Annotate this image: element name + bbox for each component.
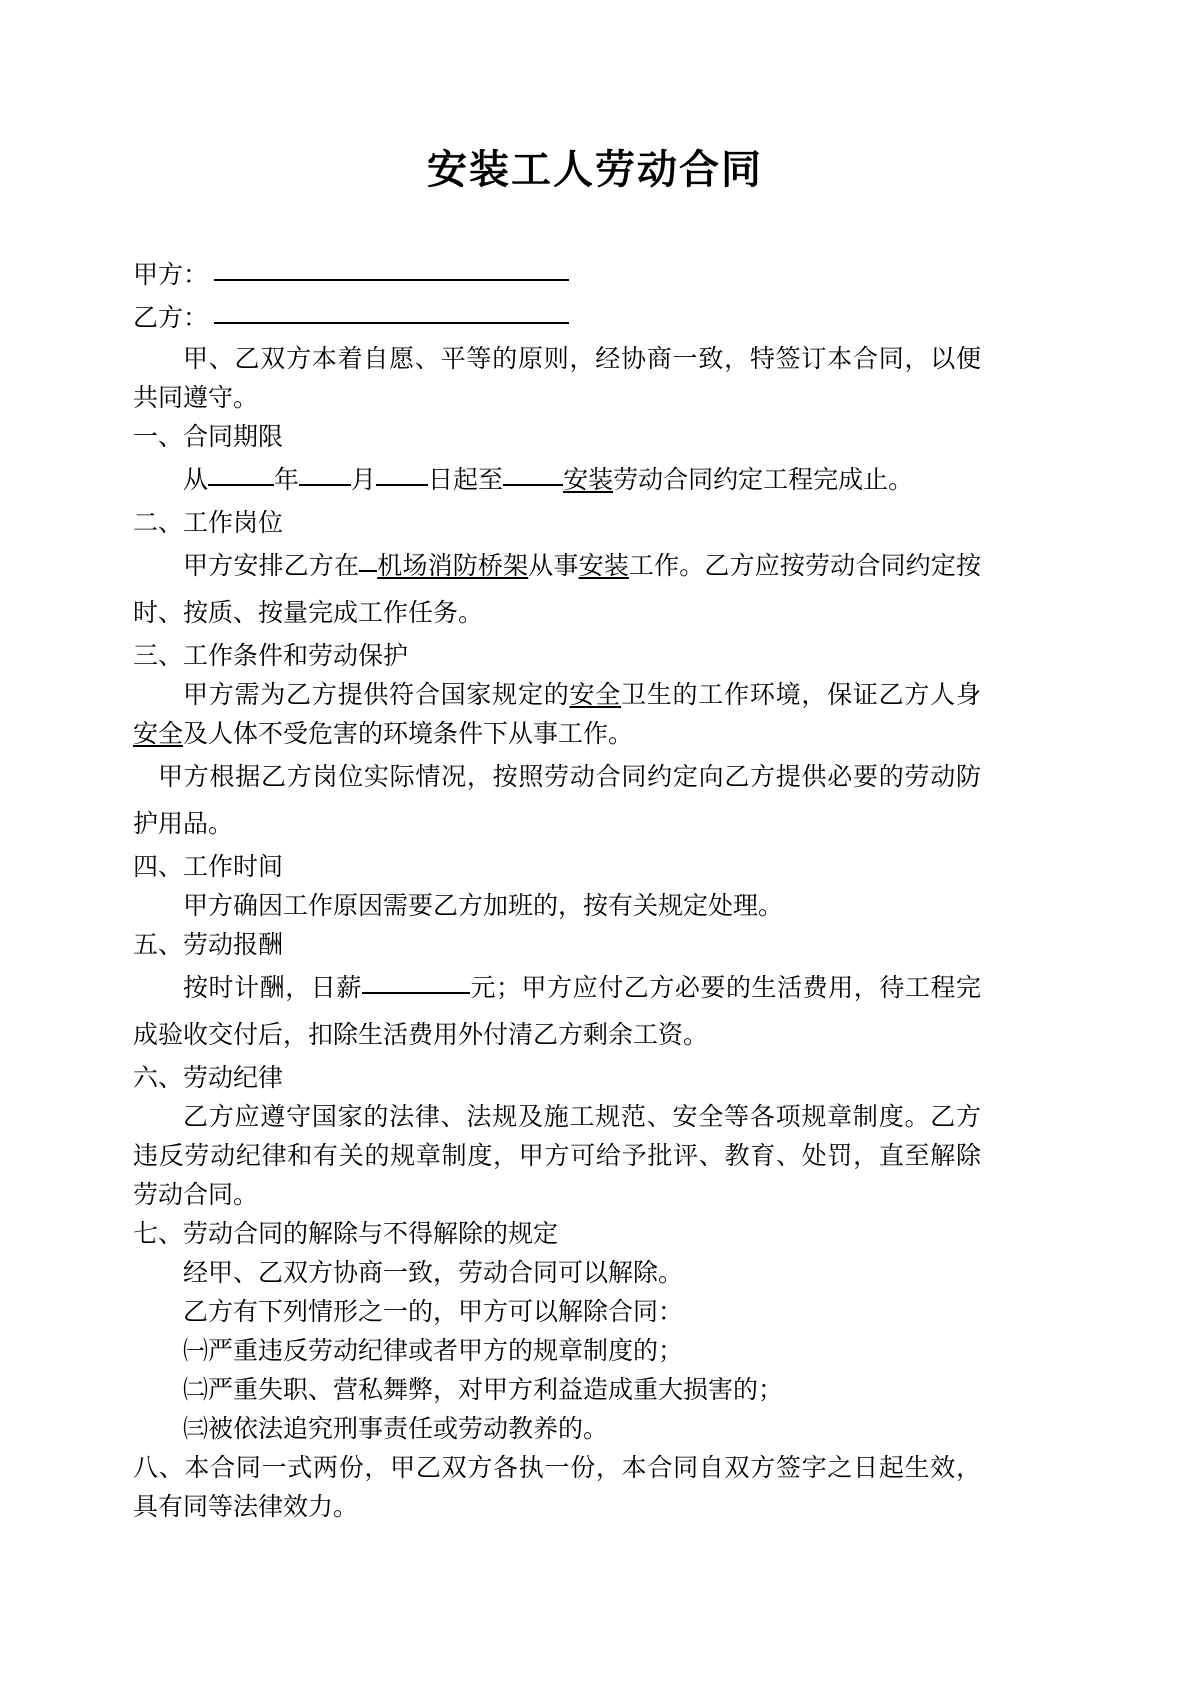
document-body — [133, 253, 981, 1526]
section-8-heading: 八、本合同一式两份，甲乙双方各执一份，本合同自双方签字之日起生效，具有同等法律效力。 — [133, 1453, 981, 1521]
section-4-heading: 四、工作时间 — [133, 852, 284, 881]
section-2-suffix: 工作。乙方应按劳动合同约定按时、按质、按量完成工作任务。 — [133, 551, 981, 627]
section-7-paragraph-2: 乙方有下列情形之一的，甲方可以解除合同： — [183, 1297, 684, 1326]
section-3-underline-1: 安全 — [569, 680, 622, 709]
section-6-heading: 六、劳动纪律 — [133, 1063, 284, 1092]
section-3-underline-2: 安全 — [133, 719, 184, 748]
year-label: 年 — [274, 465, 300, 494]
section-2-prefix: 甲方安排乙方在 — [183, 551, 360, 580]
post-lead-blank[interactable] — [359, 570, 377, 572]
section-4-paragraph-1: 甲方确因工作原因需要乙方加班的，按有关规定处理。 — [183, 891, 784, 920]
section-1-heading: 一、合同期限 — [133, 422, 284, 451]
party-b-label: 乙方： — [133, 303, 209, 332]
party-a-blank[interactable] — [214, 279, 569, 281]
section-5-suffix: 元；甲方应付乙方必要的生活费用，待工程完成验收交付后，扣除生活费用外付清乙方剩余工资。 — [133, 973, 981, 1049]
section-2-filled-work: 安装 — [578, 551, 629, 580]
section-2-heading: 二、工作岗位 — [133, 508, 284, 537]
year-blank[interactable] — [208, 484, 274, 486]
section-5-body — [133, 964, 981, 1058]
month-label: 月 — [351, 465, 377, 494]
section-3-p1-suffix: 及人体不受危害的环境条件下从事工作。 — [183, 719, 634, 748]
section-7-item: ㈡严重失职、营私舞弊，对甲方利益造成重大损害的； — [183, 1375, 784, 1404]
month-blank[interactable] — [299, 484, 351, 486]
party-b-blank[interactable] — [214, 322, 569, 324]
party-a-row — [133, 253, 981, 296]
section-2-middle: 从事 — [528, 551, 579, 580]
section-3-paragraph-2: 甲方根据乙方岗位实际情况，按照劳动合同约定向乙方提供必要的劳动防护用品。 — [133, 762, 981, 838]
section-1-suffix: 劳动合同约定工程完成止。 — [613, 465, 914, 494]
daily-wage-blank[interactable] — [362, 992, 470, 994]
section-7-item: ㈠严重违反劳动纪律或者甲方的规章制度的； — [183, 1336, 684, 1365]
section-3-p1-prefix: 甲方需为乙方提供符合国家规定的 — [183, 680, 570, 709]
term-start-blank[interactable] — [503, 484, 563, 486]
party-b-row — [133, 296, 981, 339]
section-1-body — [133, 456, 981, 503]
section-7-paragraph-1: 经甲、乙双方协商一致，劳动合同可以解除。 — [183, 1258, 684, 1287]
section-3-p1-middle: 卫生的工作环境，保证乙方人身 — [621, 680, 981, 709]
day-blank[interactable] — [376, 484, 428, 486]
section-3-paragraph-1 — [133, 675, 981, 753]
preamble-paragraph: 甲、乙双方本着自愿、平等的原则，经协商一致，特签订本合同，以便共同遵守。 — [133, 344, 981, 412]
section-2-body — [133, 542, 981, 636]
section-7-item: ㈢被依法追究刑事责任或劳动教养的。 — [183, 1414, 609, 1443]
party-a-label: 甲方： — [133, 260, 209, 289]
section-3-heading: 三、工作条件和劳动保护 — [133, 641, 409, 670]
section-2-filled-post: 机场消防桥架 — [377, 551, 529, 580]
section-1-prefix: 从 — [183, 465, 209, 494]
section-7-heading: 七、劳动合同的解除与不得解除的规定 — [133, 1219, 559, 1248]
section-5-prefix: 按时计酬，日薪 — [183, 973, 362, 1002]
day-label: 日起至 — [428, 465, 504, 494]
section-5-heading: 五、劳动报酬 — [133, 930, 284, 959]
section-1-filled-term: 安装 — [563, 465, 614, 494]
page-title: 安装工人劳动合同 — [427, 147, 763, 193]
section-6-paragraph-1: 乙方应遵守国家的法律、法规及施工规范、安全等各项规章制度。乙方违反劳动纪律和有关的规章制度，甲方可给予批评、教育、处罚，直至解除劳动合同。 — [133, 1102, 981, 1209]
